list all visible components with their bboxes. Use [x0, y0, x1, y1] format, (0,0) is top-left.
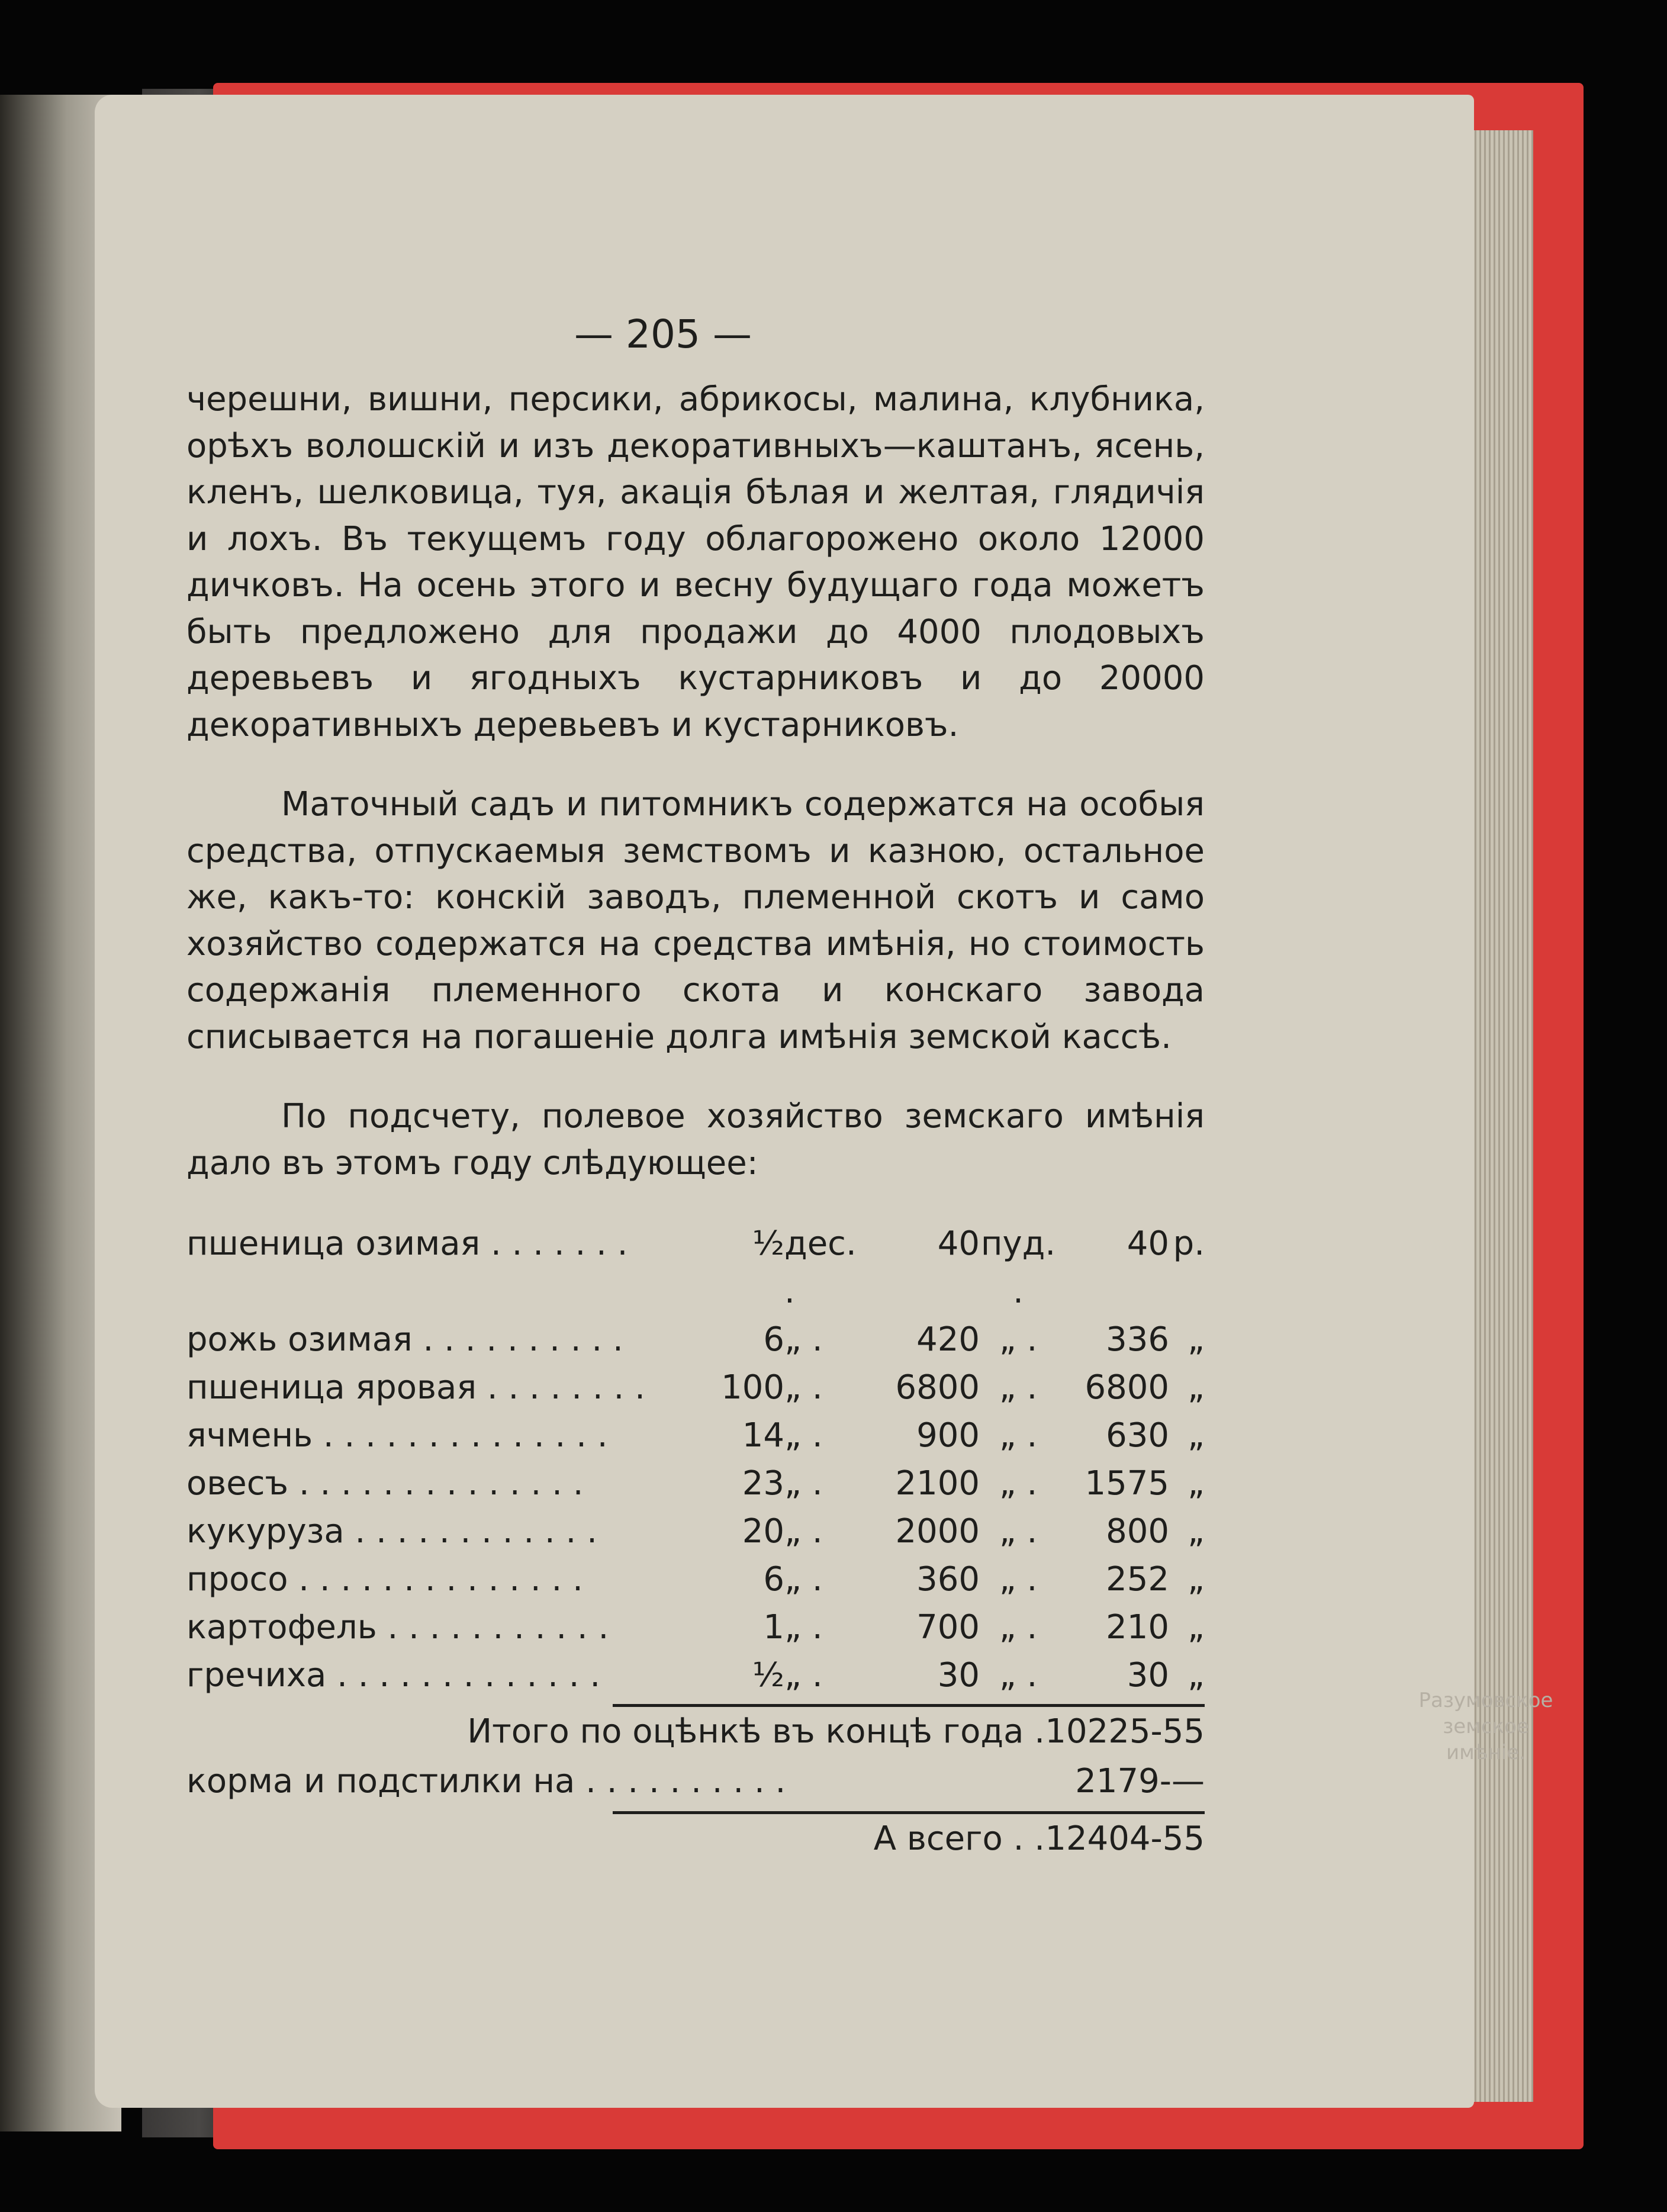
feed-label: корма и подстилки на . . . . . . . . . .: [186, 1762, 786, 1801]
table-row: [186, 1459, 1205, 1507]
table-row: [186, 1364, 1205, 1412]
crop-area: 14: [742, 1416, 784, 1455]
crop-yield-unit: „ .: [999, 1512, 1038, 1551]
crop-yield-unit: пуд. .: [980, 1224, 1056, 1311]
crop-value: 210: [1106, 1608, 1169, 1647]
paragraph-3: По подсчету, полевое хозяйство земскаго имѣнія дало въ этомъ году слѣдующее:: [186, 1097, 1205, 1182]
crop-yield-unit: „ .: [999, 1608, 1038, 1647]
crop-value-unit: „: [1187, 1464, 1205, 1503]
crop-area: 20: [742, 1512, 784, 1551]
crop-value-unit: „: [1187, 1560, 1205, 1599]
table-row: [186, 1220, 1205, 1316]
margin-note: Разумовское земское имѣніе.: [1418, 1689, 1553, 1764]
crop-name: кукуруза . . . . . . . . . . . .: [186, 1512, 597, 1551]
crop-value-unit: „: [1187, 1416, 1205, 1455]
crop-area: 1: [763, 1608, 784, 1647]
crop-yield: 900: [916, 1416, 980, 1455]
crop-value-unit: „: [1187, 1656, 1205, 1695]
crop-value: 252: [1106, 1560, 1169, 1599]
grand-total-value: 12404-55: [1045, 1819, 1205, 1858]
crop-name: пшеница озимая . . . . . . .: [186, 1224, 628, 1263]
crop-yield: 360: [916, 1560, 980, 1599]
crop-yield: 6800: [895, 1368, 980, 1407]
crop-value: 1575: [1084, 1464, 1169, 1503]
feed-row: [186, 1757, 1205, 1806]
crop-area-unit: „ .: [784, 1608, 823, 1647]
crop-yield: 2100: [895, 1464, 980, 1503]
crop-name: овесъ . . . . . . . . . . . . . .: [186, 1464, 584, 1503]
crop-name: ячмень . . . . . . . . . . . . . .: [186, 1416, 608, 1455]
crop-area-unit: „ .: [784, 1656, 823, 1695]
crop-name: картофель . . . . . . . . . . .: [186, 1608, 609, 1647]
crop-value-unit: „: [1187, 1608, 1205, 1647]
crop-area: 100: [721, 1368, 784, 1407]
crop-yield-unit: „ .: [999, 1320, 1038, 1359]
crop-yield: 30: [937, 1656, 980, 1695]
crop-area-unit: „ .: [784, 1320, 823, 1359]
crop-value: 40: [1127, 1224, 1169, 1263]
crop-area: ½: [752, 1656, 784, 1695]
feed-value: 2179-—: [1075, 1762, 1205, 1801]
crop-area-unit: „ .: [784, 1560, 823, 1599]
paragraph-1: черешни, вишни, персики, абрикосы, малина, клубника, орѣхъ волошскій и изъ декоративныхъ—каштанъ, ясень, кленъ, шелковица, туя, акація бѣлая и желтая, глядичія и лохъ. Въ текущемъ году облагорожено около 12000 дичковъ. На осень этого и весну будущаго года можетъ быть предложено для продажи до 4000 плодовыхъ деревьевъ и ягодныхъ кустарниковъ и до 20000 декоративныхъ деревьевъ и кустарниковъ.: [186, 380, 1205, 744]
crop-name: гречиха . . . . . . . . . . . . .: [186, 1656, 601, 1695]
crop-yield-unit: „ .: [999, 1464, 1038, 1503]
crop-value: 800: [1106, 1512, 1169, 1551]
crop-yield: 40: [937, 1224, 980, 1263]
page-text: [186, 308, 1205, 1864]
table-row: [186, 1412, 1205, 1459]
harvest-table: [186, 1220, 1205, 1699]
crop-area-unit: „ .: [784, 1512, 823, 1551]
crop-area-unit: „ .: [784, 1464, 823, 1503]
crop-area: 23: [742, 1464, 784, 1503]
crop-area: ½: [752, 1224, 784, 1263]
crop-value-unit: р.: [1173, 1224, 1205, 1263]
crop-area-unit: „ .: [784, 1368, 823, 1407]
crop-value-unit: „: [1187, 1368, 1205, 1407]
crop-name: пшеница яровая . . . . . . . .: [186, 1368, 645, 1407]
crop-value: 630: [1106, 1416, 1169, 1455]
crop-name: просо . . . . . . . . . . . . . .: [186, 1560, 583, 1599]
crop-yield: 700: [916, 1608, 980, 1647]
crop-value: 6800: [1084, 1368, 1169, 1407]
crop-value-unit: „: [1187, 1320, 1205, 1359]
crop-yield-unit: „ .: [999, 1656, 1038, 1695]
crop-area-unit: дес. .: [784, 1224, 857, 1311]
crop-yield: 420: [916, 1320, 980, 1359]
estimate-total-label: Итого по оцѣнкѣ въ концѣ года .: [467, 1712, 1045, 1751]
grand-total-row: [186, 1814, 1205, 1864]
paragraph-2: Маточный садъ и питомникъ содержатся на особыя средства, отпускаемыя земствомъ и казною, остальное же, какъ-то: конскій заводъ, племенной скотъ и само хозяйство содержатся на средства имѣнія, но стоимость содержанія племенного скота и конскаго завода списывается на погашеніе долга имѣнія земской кассѣ.: [186, 785, 1205, 1056]
crop-name: рожь озимая . . . . . . . . . .: [186, 1320, 623, 1359]
crop-yield-unit: „ .: [999, 1416, 1038, 1455]
estimate-total-value: 10225-55: [1045, 1712, 1205, 1751]
crop-area-unit: „ .: [784, 1416, 823, 1455]
table-row: [186, 1555, 1205, 1603]
crop-value: 30: [1127, 1656, 1169, 1695]
estimate-total-row: [186, 1707, 1205, 1757]
table-row: [186, 1651, 1205, 1699]
crop-yield-unit: „ .: [999, 1560, 1038, 1599]
grand-total-label: А всего . .: [873, 1819, 1045, 1858]
table-row: [186, 1316, 1205, 1364]
crop-area: 6: [763, 1320, 784, 1359]
crop-yield-unit: „ .: [999, 1368, 1038, 1407]
table-row: [186, 1507, 1205, 1555]
crop-yield: 2000: [895, 1512, 980, 1551]
crop-value-unit: „: [1187, 1512, 1205, 1551]
crop-area: 6: [763, 1560, 784, 1599]
crop-value: 336: [1106, 1320, 1169, 1359]
page-number: — 205 —: [574, 311, 752, 357]
table-row: [186, 1603, 1205, 1651]
